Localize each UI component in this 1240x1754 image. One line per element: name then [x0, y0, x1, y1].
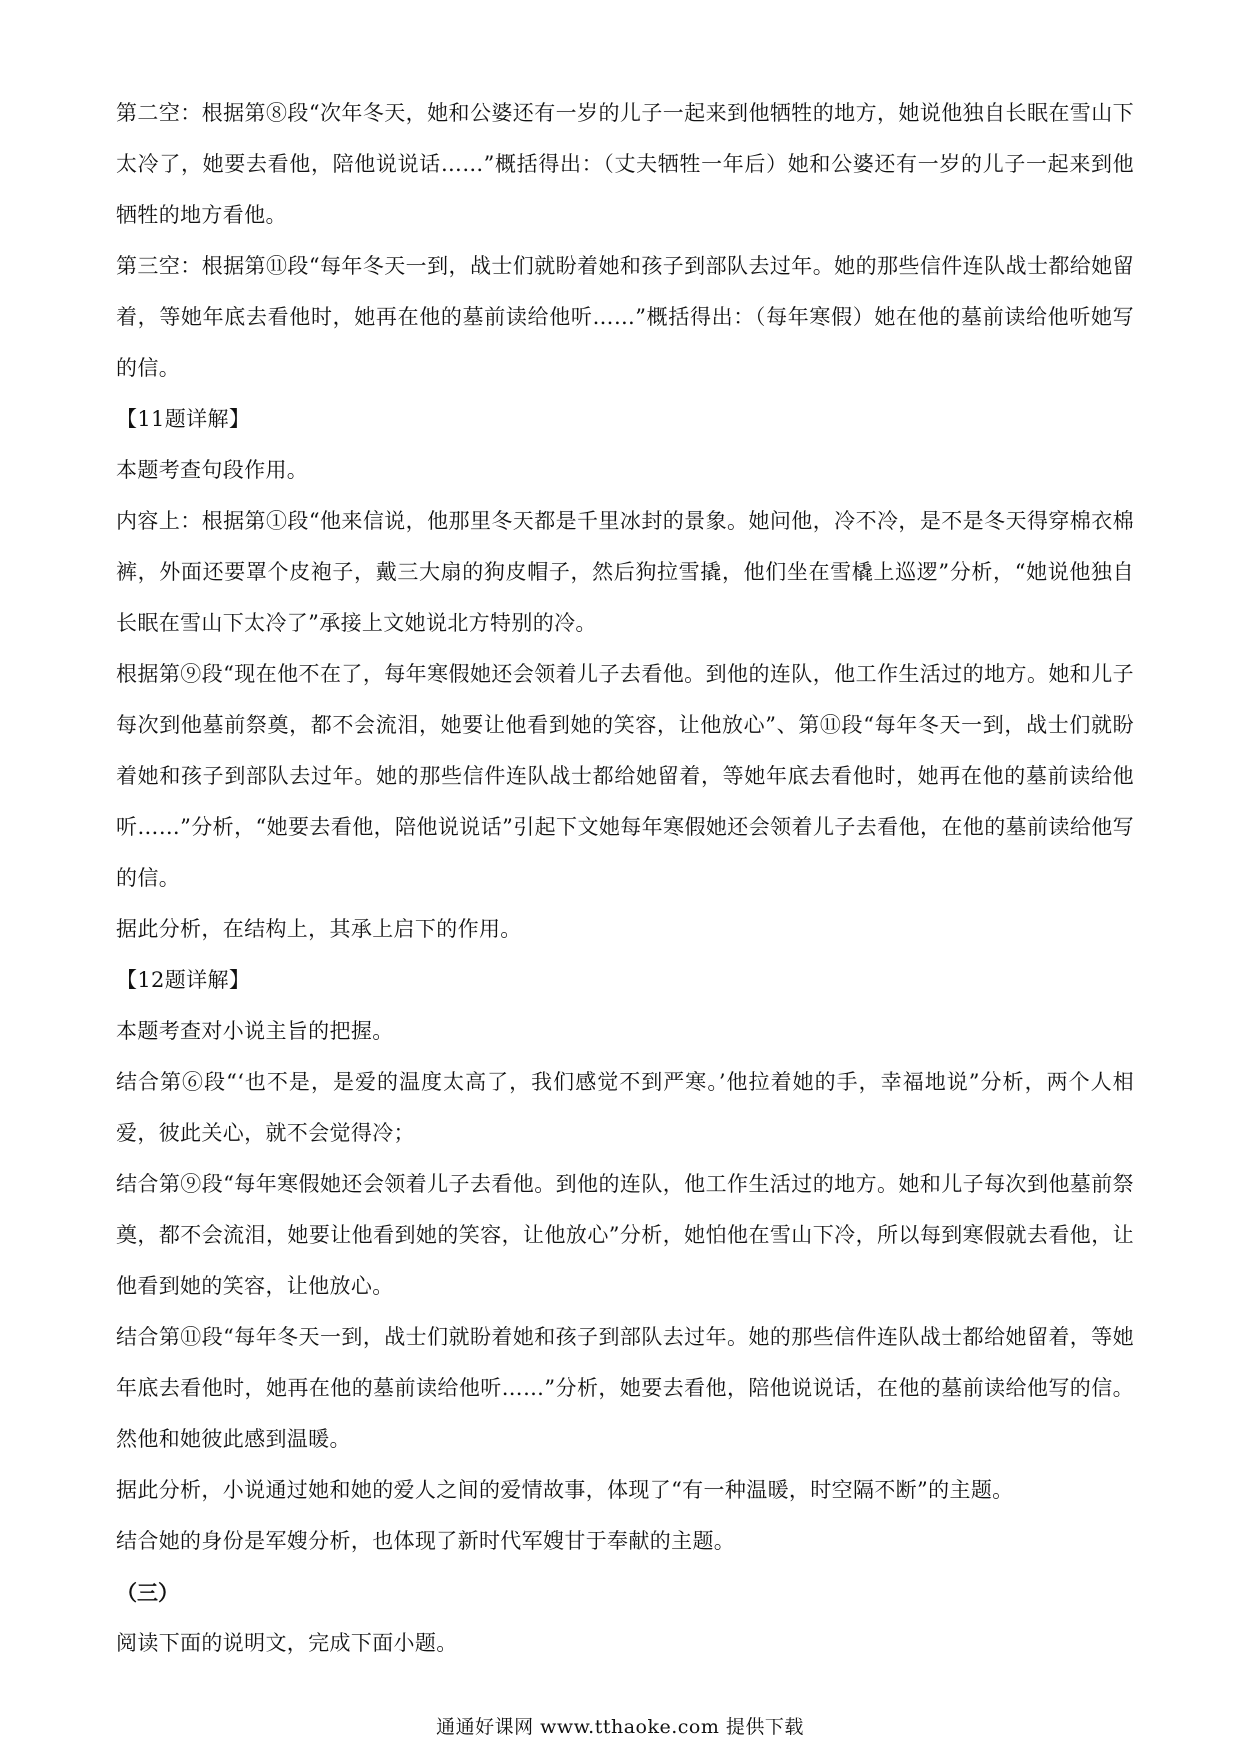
reading-instruction: 阅读下面的说明文，完成下面小题。	[116, 1631, 458, 1655]
question-12-paragraph-9: 结合第⑨段“每年寒假她还会领着儿子去看他。到他的连队，他工作生活过的地方。她和儿子每次到他墓前祭奠，都不会流泪，她要让他看到她的笑容，让他放心”分析，她怕他在雪山下冷，所以每到寒假就去看他，让他看到她的笑容，让他放心。	[116, 1172, 1134, 1298]
question-12-theme-military-wife: 结合她的身份是军嫂分析，也体现了新时代军嫂甘于奉献的主题。	[116, 1529, 736, 1553]
question-12-topic: 本题考查对小说主旨的把握。	[116, 1019, 394, 1043]
question-11-content-analysis: 内容上：根据第①段“他来信说，他那里冬天都是千里冰封的景象。她问他，冷不冷，是不是冬天得穿棉衣棉裤，外面还要罩个皮袍子，戴三大扇的狗皮帽子，然后狗拉雪撬，他们坐在雪橇上巡逻”分析，“她说他独自长眠在雪山下太冷了”承接上文她说北方特别的冷。	[116, 509, 1134, 635]
question-12-theme: 据此分析，小说通过她和她的爱人之间的爱情故事，体现了“有一种温暖，时空隔不断”的主题。	[116, 1478, 1014, 1502]
question-11-heading: 【11题详解】	[116, 407, 251, 431]
page-footer: 通通好课网 www.tthaoke.com 提供下载	[436, 1716, 804, 1738]
question-12-paragraph-6: 结合第⑥段“‘也不是，是爱的温度太高了，我们感觉不到严寒。’他拉着她的手，幸福地说”分析，两个人相爱，彼此关心，就不会觉得冷；	[116, 1070, 1134, 1145]
question-11-structure-analysis: 根据第⑨段“现在他不在了，每年寒假她还会领着儿子去看他。到他的连队，他工作生活过的地方。她和儿子每次到他墓前祭奠，都不会流泪，她要让他看到她的笑容，让他放心”、第⑪段“每年冬天一到，战士们就盼着她和孩子到部队去过年。她的那些信件连队战士都给她留着，等她年底去看他时，她再在他的墓前读给他听……”分析，“她要去看他，陪他说说话”引起下文她每年寒假她还会领着儿子去看他，在他的墓前读给他写的信。	[116, 662, 1134, 890]
question-11-conclusion: 据此分析，在结构上，其承上启下的作用。	[116, 917, 522, 941]
paragraph-second-blank: 第二空：根据第⑧段“次年冬天，她和公婆还有一岁的儿子一起来到他牺牲的地方，她说他独自长眠在雪山下太冷了，她要去看他，陪他说说话……”概括得出：（丈夫牺牲一年后）她和公婆还有一岁的儿子一起来到他牺牲的地方看他。	[116, 101, 1134, 227]
question-12-paragraph-11: 结合第⑪段“每年冬天一到，战士们就盼着她和孩子到部队去过年。她的那些信件连队战士都给她留着，等她年底去看他时，她再在他的墓前读给他听……”分析，她要去看他，陪他说说话，在他的墓前读给他写的信。然他和她彼此感到温暖。	[116, 1325, 1135, 1451]
paragraph-third-blank: 第三空：根据第⑪段“每年冬天一到，战士们就盼着她和孩子到部队去过年。她的那些信件连队战士都给她留着，等她年底去看他时，她再在他的墓前读给他听……”概括得出：（每年寒假）她在他的墓前读给他听她写的信。	[116, 254, 1135, 380]
document-body	[116, 88, 1134, 1669]
section-three-heading: （三）	[116, 1580, 179, 1605]
question-11-topic: 本题考查句段作用。	[116, 458, 309, 482]
question-12-heading: 【12题详解】	[116, 968, 251, 992]
